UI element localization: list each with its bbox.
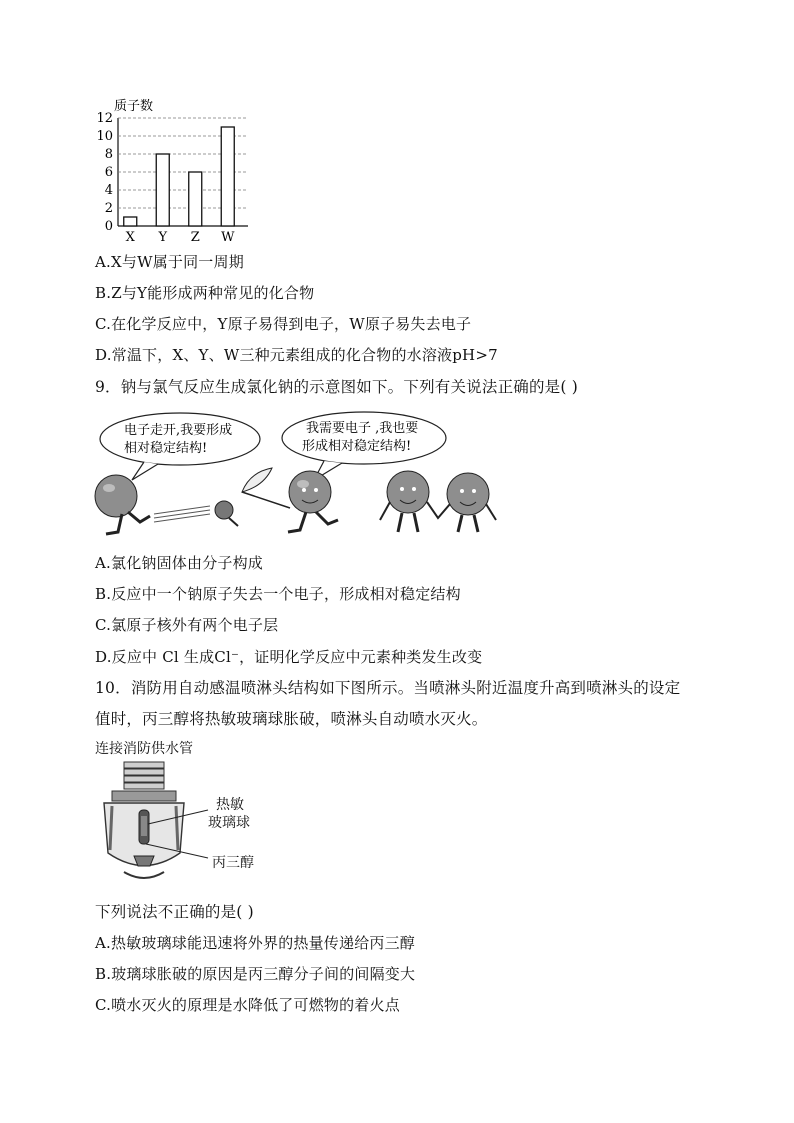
q10-option-c[interactable]: C.喷水灭火的原理是水降低了可燃物的着火点 <box>95 996 400 1014</box>
q8-option-b[interactable]: B.Z与Y能形成两种常见的化合物 <box>95 284 315 302</box>
q9-option-c[interactable]: C.氯原子核外有两个电子层 <box>95 616 279 634</box>
q10-option-a[interactable]: A.热敏玻璃球能迅速将外界的热量传递给丙三醇 <box>95 934 416 952</box>
sodium-chlorine-illustration <box>92 410 522 545</box>
chart-y-tick-label: 0 <box>104 219 113 234</box>
chart-x-tick-label: W <box>221 230 235 242</box>
q10-stem-line1: 10．消防用自动感温喷淋头结构如下图所示。当喷淋头附近温度升高到喷淋头的设定 <box>95 679 681 697</box>
chart-y-ticks <box>96 111 113 234</box>
label-heat-sensitive: 热敏 <box>216 797 244 813</box>
speech-bubble-left <box>100 413 260 480</box>
chart-y-tick-label: 10 <box>96 129 113 144</box>
chart-x-tick-label: Z <box>190 230 200 242</box>
chlorine-atom-character <box>288 471 338 532</box>
chart-x-tick-label: Y <box>158 230 168 242</box>
chart-x-tick-label: X <box>125 230 135 242</box>
hex-nut <box>112 791 176 801</box>
q8-option-c[interactable]: C.在化学反应中，Y原子易得到电子，W原子易失去电子 <box>95 315 472 333</box>
q9-stem: 9．钠与氯气反应生成氯化钠的示意图如下。下列有关说法正确的是( ) <box>95 378 578 396</box>
thread-connector <box>124 762 164 789</box>
chart-bars <box>124 127 235 226</box>
chart-ylabel: 质子数 <box>114 99 154 114</box>
chart-y-tick-label: 8 <box>104 147 113 162</box>
bubble-left-line2: 相对稳定结构! <box>124 441 208 456</box>
speech-bubble-right <box>282 412 446 480</box>
bubble-left-line1: 电子走开,我要形成 <box>124 423 233 438</box>
proton-number-bar-chart <box>88 92 258 242</box>
bubble-right-line1: 我需要电子 ,我也要 <box>306 421 419 436</box>
q9-option-a[interactable]: A.氯化钠固体由分子构成 <box>95 554 264 572</box>
q9-option-d[interactable]: D.反应中 Cl 生成Cl⁻，证明化学反应中元素种类发生改变 <box>95 648 483 666</box>
label-glycerol: 丙三醇 <box>212 855 254 871</box>
motion-lines <box>154 506 210 522</box>
catching-net <box>242 468 290 508</box>
sodium-chloride-pair <box>380 471 496 532</box>
deflector <box>134 856 154 866</box>
q8-option-a[interactable]: A.X与W属于同一周期 <box>95 253 244 271</box>
chart-y-tick-label: 2 <box>104 201 113 216</box>
q8-option-d[interactable]: D.常温下，X、Y、W三种元素组成的化合物的水溶液pH>7 <box>95 346 498 364</box>
sodium-atom-character <box>95 475 150 534</box>
chart-y-tick-label: 6 <box>104 165 113 180</box>
chart-bar-Y <box>156 154 169 226</box>
chart-y-tick-label: 4 <box>104 183 113 198</box>
chart-bar-W <box>221 127 234 226</box>
q9-option-b[interactable]: B.反应中一个钠原子失去一个电子，形成相对稳定结构 <box>95 585 461 603</box>
q10-stem-line2: 值时，丙三醇将热敏玻璃球胀破，喷淋头自动喷水灭火。 <box>95 710 488 728</box>
chart-bar-Z <box>189 172 202 226</box>
label-glass-bulb: 玻璃球 <box>208 815 250 831</box>
sprinkler-figure-title: 连接消防供水管 <box>95 741 193 757</box>
chart-bar-X <box>124 217 137 226</box>
q10-option-b[interactable]: B.玻璃球胀破的原因是丙三醇分子间的间隔变大 <box>95 965 416 983</box>
electron-character <box>215 501 238 526</box>
bubble-right-line2: 形成相对稳定结构! <box>302 439 412 454</box>
q10-question: 下列说法不正确的是( ) <box>95 903 254 921</box>
chart-y-tick-label: 12 <box>96 111 113 126</box>
chart-x-labels <box>126 230 235 242</box>
